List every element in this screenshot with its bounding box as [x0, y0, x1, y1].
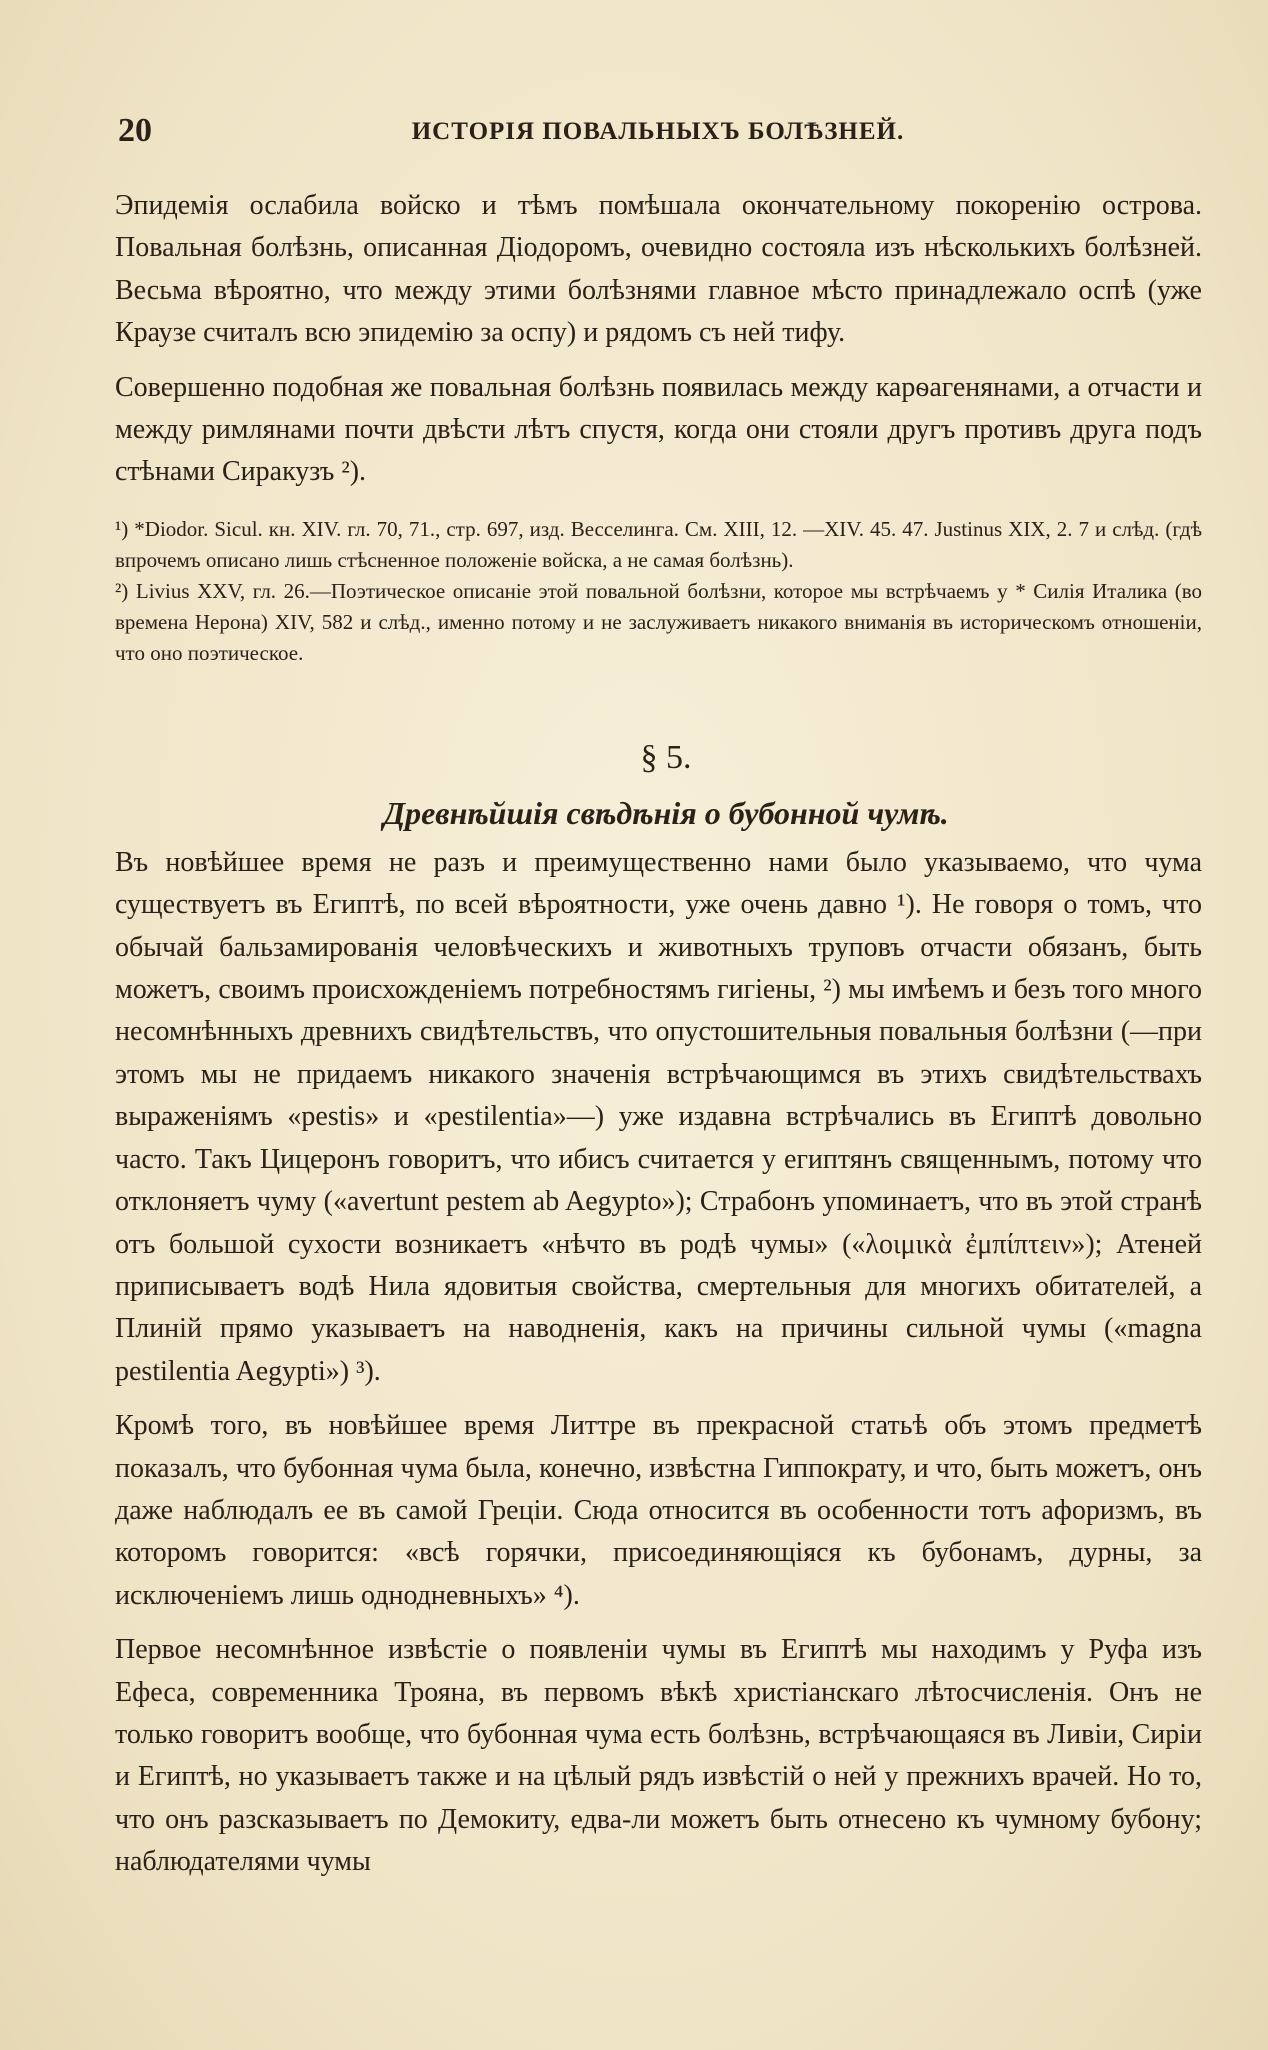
- footnote: ¹) *Diodor. Sicul. кн. XIV. гл. 70, 71., стр. 697, изд. Весселинга. См. XIII, 12. —XIV. 45. 47. Justinus XIX, 2. 7 и слѣд. (гдѣ впрочемъ описано лишь стѣсненное положеніе войска, а не самая болѣзнь).: [115, 516, 1202, 572]
- paragraph: Первое несомнѣнное извѣстіе о появленіи чумы въ Египтѣ мы находимъ у Руфа изъ Ефеса, современника Трояна, въ первомъ вѣкѣ христіанскаго лѣтосчисленія. Онъ не только говоритъ вообще, что бубонная чума есть болѣзнь, встрѣчающаяся въ Ливіи, Сиріи и Египтѣ, но указываетъ также и на цѣлый рядъ извѣстій о ней у прежнихъ врачей. Но то, что онъ разсказываетъ по Демокиту, едва-ли можетъ быть отнесено къ чумному бубону; наблюдателями чумы: [115, 1634, 1202, 1878]
- running-title: ИСТОРІЯ ПОВАЛЬНЫХЪ БОЛѢЗНЕЙ.: [411, 118, 905, 145]
- paragraph: Совершенно подобная же повальная болѣзнь появилась между карѳагенянами, а отчасти и между римлянами почти двѣсти лѣтъ спустя, когда они стояли другъ противъ друга подъ стѣнами Сиракузъ ²).: [115, 371, 1202, 488]
- page-number: 20: [118, 112, 152, 149]
- page-header: [118, 112, 1198, 152]
- paragraph: Въ новѣйшее время не разъ и преимущественно нами было указываемо, что чума существуетъ въ Египтѣ, по всей вѣроятности, уже очень давно ¹). Не говоря о томъ, что обычай бальзамированія человѣческихъ и животныхъ труповъ отчасти обязанъ, быть можетъ, своимъ происхожденіемъ потребностямъ гигіены, ²) мы имѣемъ и безъ того много несомнѣнныхъ древнихъ свидѣтельствъ, что опустошительныя повальныя болѣзни (—при этомъ мы не придаемъ никакого значенія встрѣчающимся въ этихъ свидѣтельствахъ выраженіямъ «pestis» и «pestilentia»—) уже издавна встрѣчались въ Египтѣ довольно часто. Такъ Цицеронъ говоритъ, что ибисъ считается у египтянъ священнымъ, потому что отклоняетъ чуму («avertunt pestem ab Aegypto»); Страбонъ упоминаетъ, что въ этой странѣ отъ большой сухости возникаетъ «нѣчто въ родѣ чумы» («λοιμικὰ ἐμπίπτειν»); Атеней приписываетъ водѣ Нила ядовитыя свойства, смертельныя для многихъ обитателей, а Плиній прямо указываетъ на наводненія, какъ на причины сильной чумы («magna pestilentia Aegypti») ³).: [115, 846, 1202, 1387]
- section-number: § 5.: [640, 738, 692, 776]
- paragraph: Эпидемія ослабила войско и тѣмъ помѣшала окончательному покоренію острова. Повальная болѣзнь, описанная Діодоромъ, очевидно состояла изъ нѣсколькихъ болѣзней. Весьма вѣроятно, что между этими болѣзнями главное мѣсто принадлежало оспѣ (уже Краузе считалъ всю эпидемію за оспу) и рядомъ съ ней тифу.: [115, 190, 1202, 349]
- section-title: Древнѣйшія свѣдѣнія о бубонной чумѣ.: [383, 794, 949, 831]
- paragraph: Кромѣ того, въ новѣйшее время Литтре въ прекрасной статьѣ объ этомъ предметѣ показалъ, что бубонная чума была, конечно, извѣстна Гиппократу, и что, быть можетъ, онъ даже наблюдалъ ее въ самой Греціи. Сюда относится въ особенности тотъ афоризмъ, въ которомъ говорится: «всѣ горячки, присоединяющіяся къ бубонамъ, дурны, за исключеніемъ лишь однодневныхъ» ⁴).: [115, 1410, 1202, 1611]
- page-content: [115, 185, 1202, 1896]
- footnote: ²) Livius XXV, гл. 26.—Поэтическое описаніе этой повальной болѣзни, которое мы встрѣчаемъ у * Силія Италика (во времена Нерона) XIV, 582 и слѣд., именно потому и не заслуживаетъ никакого вниманія въ историческомъ отношеніи, что оно поэтическое.: [115, 578, 1202, 665]
- footnotes-top: [115, 514, 1202, 669]
